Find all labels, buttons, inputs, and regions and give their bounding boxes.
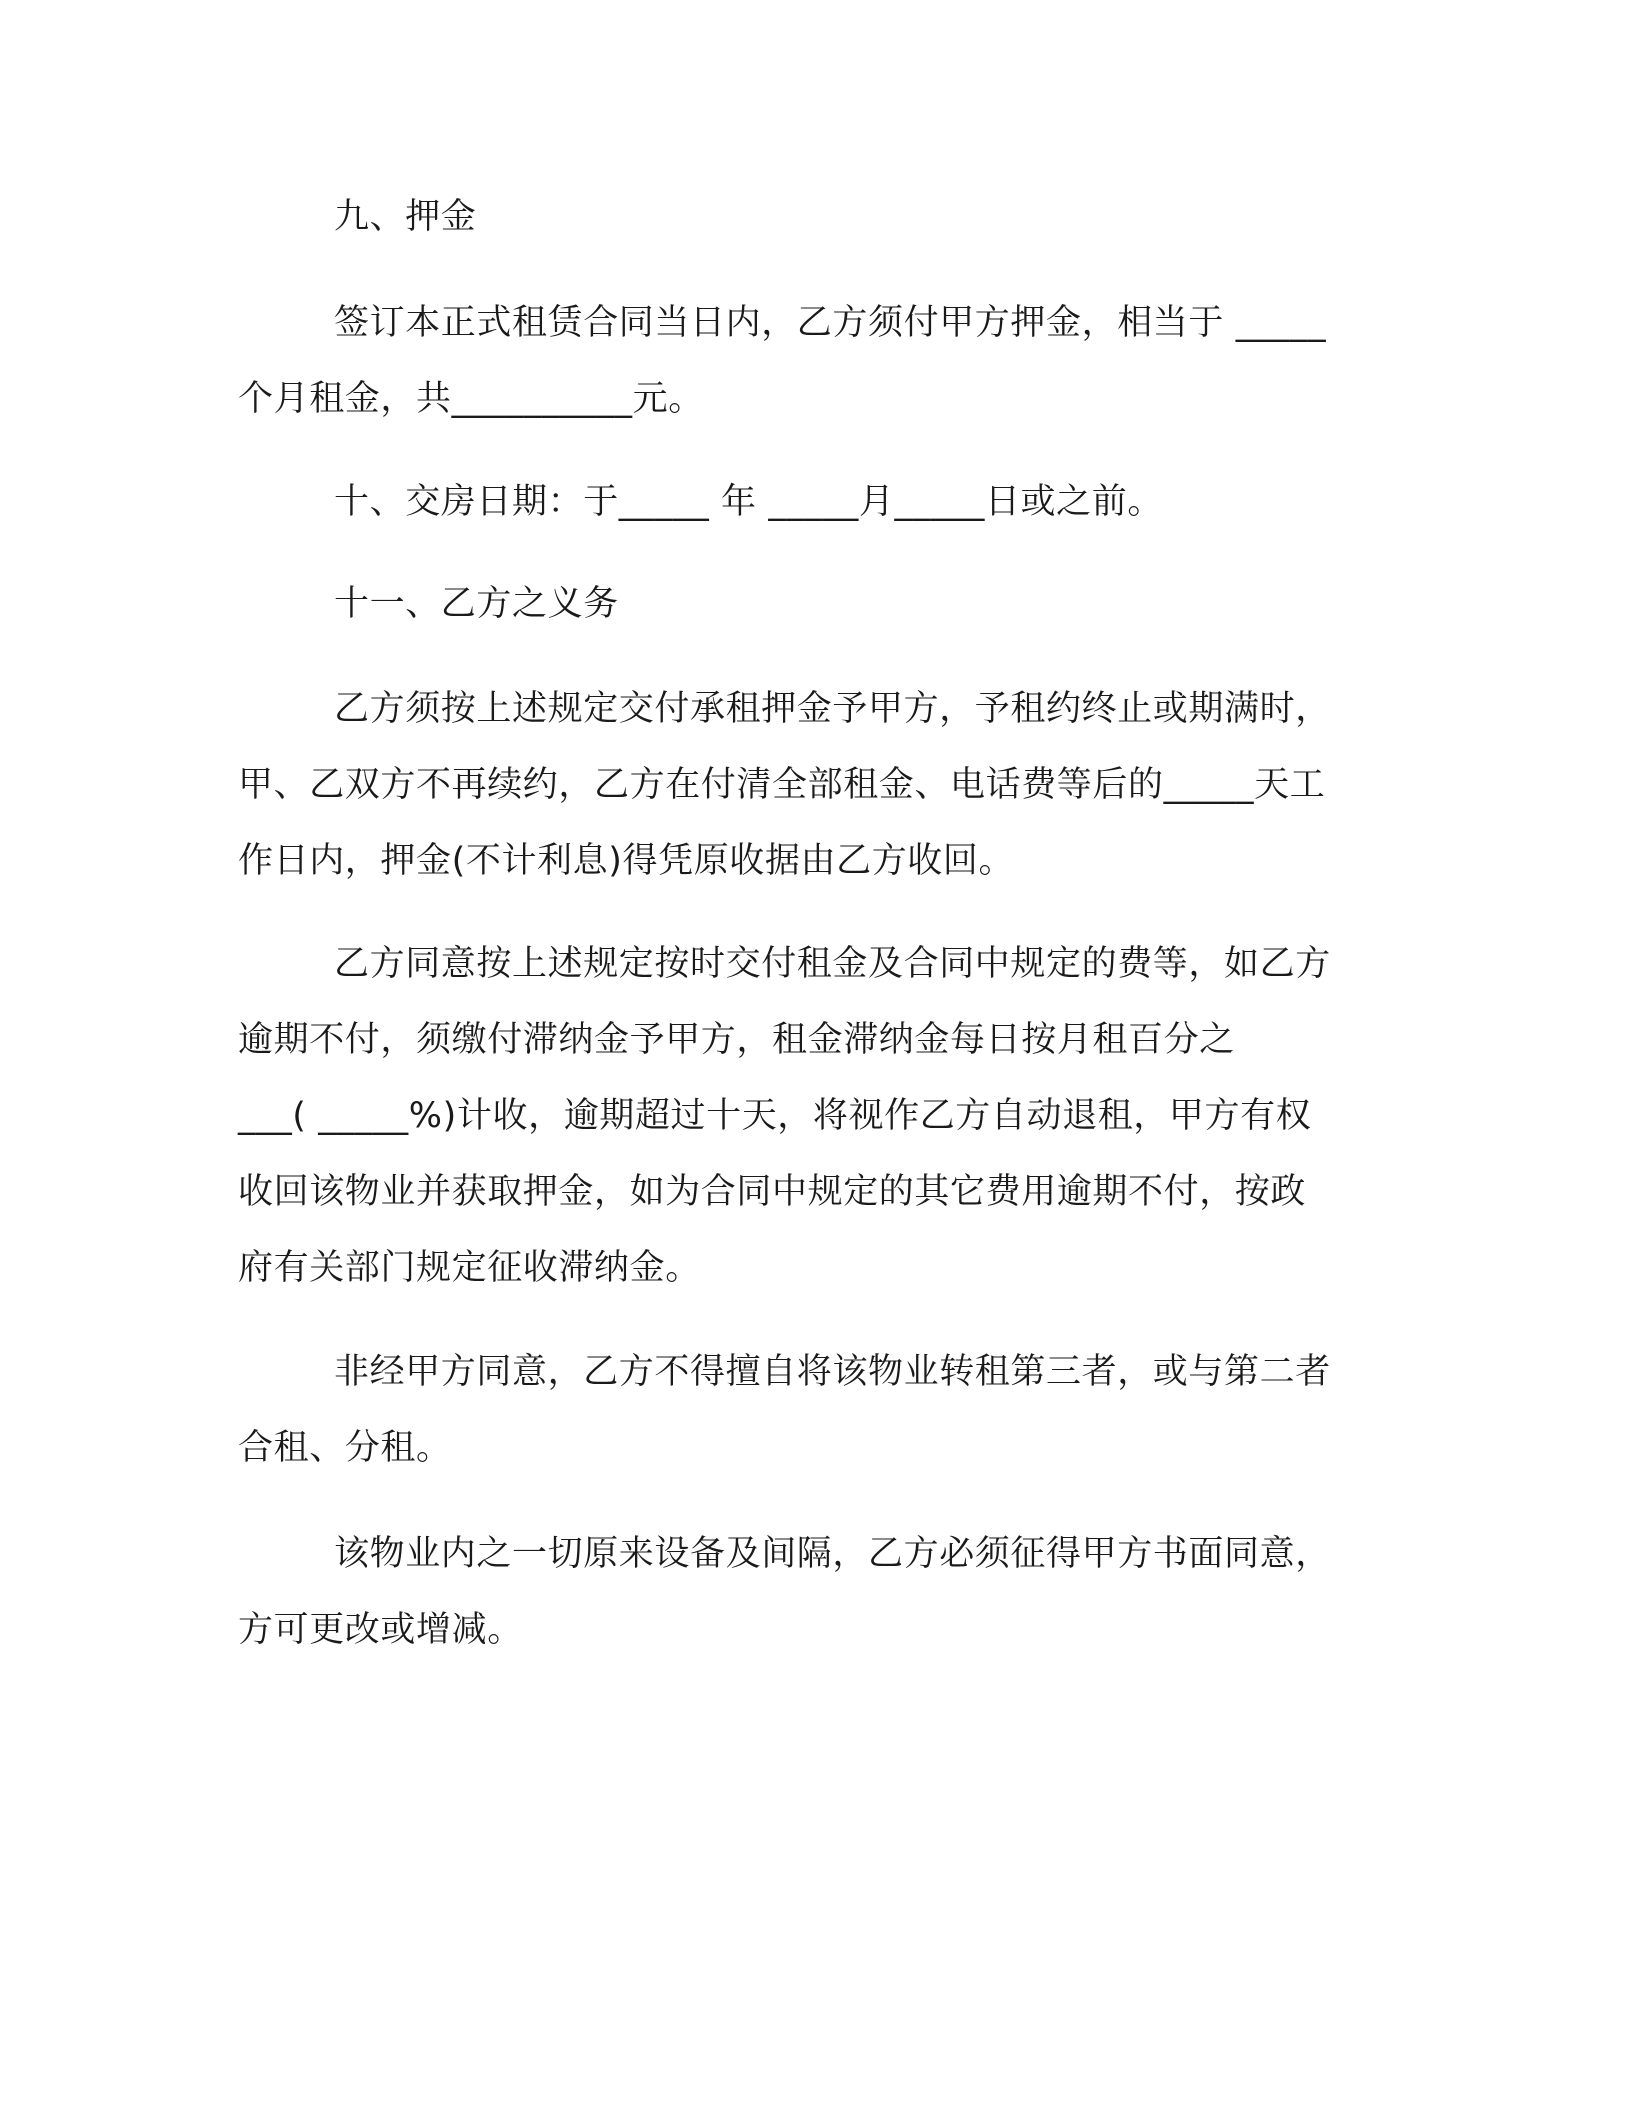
section-11-para-2-line-2: 逾期不付，须缴付滞纳金予甲方，租金滞纳金每日按月租百分之 <box>238 1020 1235 1060</box>
section-11-para-3-line-1: 非经甲方同意，乙方不得擅自将该物业转租第三者，或与第二者 <box>334 1352 1331 1392</box>
section-9-paragraph-line-2: 个月租金，共__________元。 <box>238 379 704 419</box>
section-11-para-2-line-5: 府有关部门规定征收滞纳金。 <box>238 1248 701 1288</box>
section-11-para-1-line-2: 甲、乙双方不再续约，乙方在付清全部租金、电话费等后的_____天工 <box>238 765 1326 805</box>
section-11-para-1-line-1: 乙方须按上述规定交付承租押金予甲方，予租约终止或期满时， <box>334 689 1331 729</box>
section-11-para-4-line-1: 该物业内之一切原来设备及间隔，乙方必须征得甲方书面同意， <box>334 1534 1331 1574</box>
section-11-para-4-line-2: 方可更改或增减。 <box>238 1610 523 1650</box>
section-11-heading: 十一、乙方之义务 <box>334 584 619 624</box>
section-10-heading: 十、交房日期：于_____ 年 _____月_____日或之前。 <box>334 482 1163 522</box>
section-9-paragraph-line-1: 签订本正式租赁合同当日内，乙方须付甲方押金，相当于 _____ <box>334 303 1327 343</box>
section-11-para-2-line-3: ___( _____%)计收，逾期超过十天，将视作乙方自动退租，甲方有权 <box>238 1096 1312 1136</box>
section-11-para-3-line-2: 合租、分租。 <box>238 1428 452 1468</box>
section-11-para-1-line-3: 作日内，押金(不计利息)得凭原收据由乙方收回。 <box>238 841 1015 881</box>
section-9-heading: 九、押金 <box>334 197 477 237</box>
section-11-para-2-line-1: 乙方同意按上述规定按时交付租金及合同中规定的费等，如乙方 <box>334 944 1331 984</box>
section-11-para-2-line-4: 收回该物业并获取押金，如为合同中规定的其它费用逾期不付，按政 <box>238 1172 1307 1212</box>
